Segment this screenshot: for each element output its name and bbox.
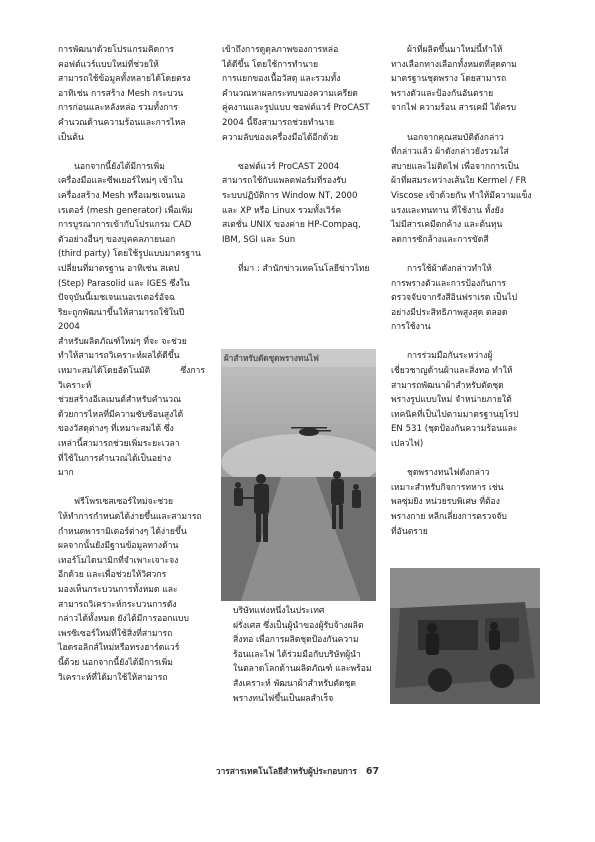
paragraph: การร่วมมือกันระหว่างผู้ เชี่ยวชาญด้านผ้าและสิ่งทอ ทำให้ สามารถพัฒนาผ้าสำหรับตัดชุด พรางรูปแบบใหม่ จำหน่ายภายใต้ เทคนิคที่เป็นไปตามมาตรฐานยุโรป EN 531 (ชุดป้องกันความร้อนและ เปลวไฟ) (391, 351, 519, 450)
paragraph: การพัฒนาด้วยโปรแกรมคิดการ คอฟต์แวร์แบบใหม่ที่ช่วยให้ สามารถใช้ข้อมูลทั้งหลายได้โดยตรง อาทิเช่น การสร้าง Mesh กระบวน การก่อนและหลังหล่อ รวมทั้งการ คำนวณด้านความร้อนและการไหล เป็นต้น (58, 45, 191, 143)
paragraph: นอกจากนี้ยังได้มีการเพิ่ม เครื่องมือและซีพเยอร์ใหม่ๆ เข้าใน เครื่องสร้าง Mesh หรือเมชเจนเนอ เรเตอร์ (mesh generator) เพื่อเพิ่ม การบูรณาการเข้ากับโปรแกรม CAD ตัวอย่างอื่นๆ ของบุคคลภายนอก (third party) โดยใช้รูปแบบมาตรฐาน เปลี่ยนที่มาตรฐาน อาทิเช่น สเตป (Step) Parasolid และ IGES ซึ่งใน ปัจจุบันนี้เมชเจนเนอเรเตอร์อัจฉ ริยะถูกพัฒนาขึ้นให้สามารถใช้ในปี 2004 สำหรับผลิตภัณฑ์ใหม่ๆ ที่จะ จะช่วย ทำให้สามารถวิเคราะห์ผลได้ดีขึ้น เหมาะสมได้โดยอัตโนมัติ ซึ่งการวิเคราะห์ ช่วยสร้างอีเลเมนต์สำหรับคำนวณ ด้วยการไหลที่มีความซับซ้อนสูงได้ ของวัสดุต่างๆ ที่เหมาะสมได้ ซึ่ง เหล่านี้สามารถช่วยเพิ่มระยะเวลา ที่ใช้ในการคำนวณได้เป็นอย่าง มาก (58, 161, 205, 479)
magazine-name: วารสารเทคโนโลยีสำหรับผู้ประกอบการ (215, 766, 357, 776)
paragraph: ซอฟต์แวร์ ProCAST 2004 สามารถใช้กับแพลตฟอร์มที่รองรับ ระบบปฏิบัติการ Window NT, 2000 และ XP หรือ Linux รวมทั้งเวิร์ค สเตชั่น UNIX ของค่าย HP-Compaq, IBM, SGI และ Sun (222, 161, 361, 245)
page-number: 67 (365, 766, 380, 777)
source-credit: ที่มา : สำนักข่าวเทคโนโลยีข่าวไทย (238, 263, 370, 274)
paragraph: การใช้ผ้าดังกล่าวทำให้ การพรางตัวและการป้องกันการ ตรวจจับจากรังสีอินฟราเรด เป็นไป อย่างมีประสิทธิภาพสูงสุด ตลอด การใช้งาน (391, 263, 518, 333)
paragraph: เข้าถึงการดูดุลภาพของการหล่อ ได้ดีขึ้น โดยใช้การทำนาย การแยกของเนื้อวัสดุ และรวมทั้ง คำนวณหาผลกระทบของความเครียด คู่คงานและรูปแบบ ซอฟต์แวร์ ProCAST 2004 นี้จึงสามารถช่วยทำนาย ความลับของเครื่องมือได้อีกด้วย (222, 45, 370, 143)
paragraph: นอกจากคุณสมบัติดังกล่าว ที่กล่าวแล้ว ผ้าดังกล่าวยังรวมใส่ สบายและไม่ติดไฟ เพื่อจากการเป็น ผ้าที่ผสมระหว่างเส้นใย Kermel / FR Viscose เข้าด้วยกัน ทำให้มีความแข็ง แรงและทนทาน ที่ใช้งาน ทั้งยัง ไม่มีสารเคมีตกค้าง และต้นทุน ลดการซักล้างและการขัดสี (391, 132, 532, 245)
soldiers-photo (221, 367, 376, 601)
section-heading-bar: ผ้าสำหรับตัดชุดพรางทนไฟ (221, 349, 376, 367)
paragraph: ชุดพรางทนไฟดังกล่าว เหมาะสำหรับกิจการทหาร เช่น พลซุ่มยิง หน่วยรบพิเศษ ที่ต้อง พรางกาย หลีกเลี่ยงการตรวจจับ ที่อันตราย (391, 468, 507, 537)
column-3 (391, 43, 537, 539)
paragraph: ผ้าที่ผลิตขึ้นมาใหม่นี้ทำให้ ทางเลือกทางเลือกทั้งหมดที่สุดตาม มาตรฐานชุดพราง โดยสามารถ พรางตัวและป้องกันอันตราย จากไฟ ความร้อน สารเคมี ได้ครบ (391, 45, 517, 114)
page-footer (0, 764, 595, 778)
column-2 (222, 43, 374, 277)
vehicle-illustration (390, 568, 540, 704)
vehicle-photo (390, 568, 540, 704)
column-1 (58, 43, 205, 685)
photo-caption (233, 604, 375, 706)
soldiers-illustration (221, 367, 376, 601)
paragraph: ฟรีโพรเซสเซอร์ใหม่จะช่วย ให้ทำการกำหนดได้ง่ายขึ้นและสามารถ กำหนดพารามิเตอร์ต่างๆ ได้ง่ายขึ้น ผลจากนั้นยังมีฐานข้อมูลทางด้าน เทอร์โมไดนามิกที่จำเพาะเจาะจง อีกด้วย และเพื่อช่วยให้วิศวกร มองเห็นกระบวนการทั้งหมด และ สามารถวิเคราะห์กระบวนการดัง กล่าวได้ทั้งหมด ยังได้มีการออกแบบ เพรซิเซอร์ใหม่ที่ใช้สิ่งที่สามารถ ไฮดรอลิกส์ใหม่หรือทรงฮาร์ดแวร์ นี้ด้วย นอกจากนี้ยังได้มีการเพิ่ม วิเคราะห์ที่ได้มาใช้ให้สามารถ (58, 497, 202, 683)
caption-text: บริษัทแห่งหนึ่งในประเทศ ฝรั่งเศส ซึ่งเป็นผู้นำของผู้รับจ้างผลิต สิ่งทอ เพื่อการผลิตชุดป้องกันความ ร้อนและไฟ ได้ร่วมมือกับบริษัทผู้นำ ในตลาดโลกด้านผลิตภัณฑ์ และพร้อม สังเคราะห์ พัฒนาผ้าสำหรับตัดชุด พรางทนไฟขึ้นเป็นผลสำเร็จ (233, 606, 372, 704)
